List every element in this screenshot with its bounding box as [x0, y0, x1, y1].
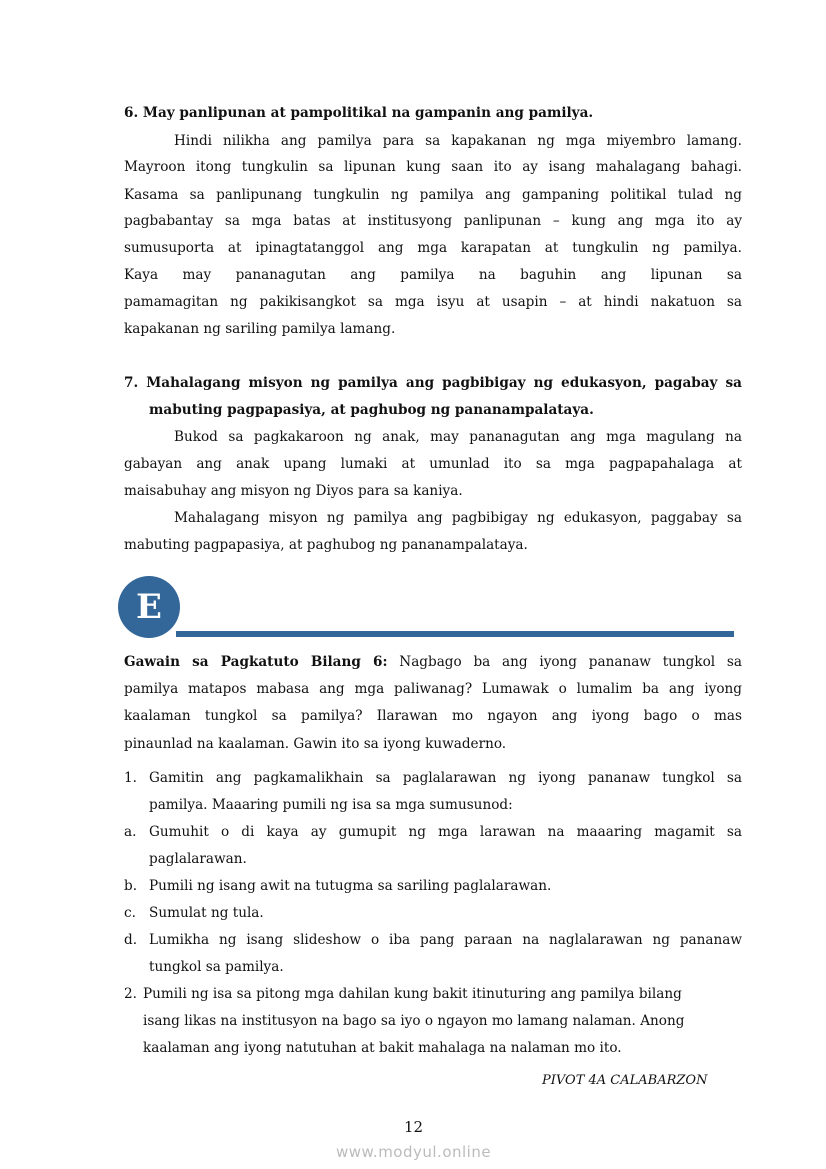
paragraph-line: pinaunlad na kaalaman. Gawin ito sa iyong kuwaderno.: [124, 736, 507, 752]
activity-intro-line: [124, 652, 742, 672]
list-item: Pumili ng isang awit na tutugma sa sariling paglalarawan.: [149, 878, 552, 894]
paragraph-line: pamilya matapos mabasa ang mga paliwanag? Lumawak o lumalim ba ang iyong: [124, 681, 742, 697]
list-marker: c.: [124, 905, 136, 921]
paragraph-line: Kasama sa panlipunang tungkulin ng pamilya ang gampaning politikal tulad ng: [124, 187, 742, 203]
list-item: isang likas na institusyon na bago sa iyo o ngayon mo lamang nalaman. Anong: [143, 1013, 685, 1029]
list-item: Gumuhit o di kaya ay gumupit ng mga larawan na maaaring magamit sa: [149, 824, 742, 840]
list-item: pamilya. Maaaring pumili ng isa sa mga sumusunod:: [149, 797, 513, 813]
list-marker: 2.: [124, 986, 137, 1002]
footer-label: PIVOT 4A CALABARZON: [542, 1073, 708, 1088]
paragraph-line: pagbabantay sa mga batas at institusyong panlipunan – kung ang mga ito ay: [124, 213, 742, 229]
activity-label: Gawain sa Pagkatuto Bilang 6:: [124, 654, 388, 670]
paragraph-line: Kaya may pananagutan ang pamilya na baguhin ang lipunan sa: [124, 267, 742, 283]
section-divider: [176, 631, 734, 637]
paragraph-line: sumusuporta at ipinagtatanggol ang mga karapatan at tungkulin ng pamilya.: [124, 240, 742, 256]
section-e-badge: E: [118, 576, 180, 638]
paragraph-line: kaalaman tungkol sa pamilya? Ilarawan mo ngayon ang iyong bago o mas: [124, 708, 742, 724]
watermark: www.modyul.online: [336, 1143, 492, 1161]
section-6-heading: 6. May panlipunan at pampolitikal na gampanin ang pamilya.: [124, 105, 594, 121]
list-item: Lumikha ng isang slideshow o iba pang paraan na naglalarawan ng pananaw: [149, 932, 742, 948]
paragraph-line: mabuting pagpapasiya, at paghubog ng pananampalataya.: [124, 537, 528, 553]
list-marker: d.: [124, 932, 138, 948]
paragraph-line: gabayan ang anak upang lumaki at umunlad ito sa mga pagpapahalaga at: [124, 456, 742, 472]
paragraph-line: Bukod sa pagkakaroon ng anak, may pananagutan ang mga magulang na: [174, 429, 742, 445]
list-marker: 1.: [124, 770, 137, 786]
paragraph-line: Hindi nilikha ang pamilya para sa kapakanan ng mga miyembro lamang.: [174, 133, 742, 149]
list-marker: a.: [124, 824, 137, 840]
list-item: paglalarawan.: [149, 851, 247, 867]
list-item: tungkol sa pamilya.: [149, 959, 284, 975]
list-marker: b.: [124, 878, 138, 894]
page-number: 12: [404, 1118, 424, 1136]
paragraph-line: pamamagitan ng pakikisangkot sa mga isyu at usapin – at hindi nakatuon sa: [124, 294, 742, 310]
section-7-heading-cont: mabuting pagpapasiya, at paghubog ng pananampalataya.: [149, 402, 594, 418]
paragraph-line: kapakanan ng sariling pamilya lamang.: [124, 321, 396, 337]
list-item: Sumulat ng tula.: [149, 905, 264, 921]
section-7-heading: 7. Mahalagang misyon ng pamilya ang pagbibigay ng edukasyon, pagabay sa: [124, 375, 742, 391]
list-item: kaalaman ang iyong natutuhan at bakit mahalaga na nalaman mo ito.: [143, 1040, 622, 1056]
activity-text: Nagbago ba ang iyong pananaw tungkol sa: [387, 654, 742, 670]
paragraph-line: maisabuhay ang misyon ng Diyos para sa kaniya.: [124, 483, 463, 499]
paragraph-line: Mayroon itong tungkulin sa lipunan kung saan ito ay isang mahalagang bahagi.: [124, 159, 742, 175]
list-item: Gamitin ang pagkamalikhain sa paglalarawan ng iyong pananaw tungkol sa: [149, 770, 742, 786]
list-item: Pumili ng isa sa pitong mga dahilan kung bakit itinuturing ang pamilya bilang: [143, 986, 682, 1002]
paragraph-line: Mahalagang misyon ng pamilya ang pagbibigay ng edukasyon, paggabay sa: [174, 510, 742, 526]
